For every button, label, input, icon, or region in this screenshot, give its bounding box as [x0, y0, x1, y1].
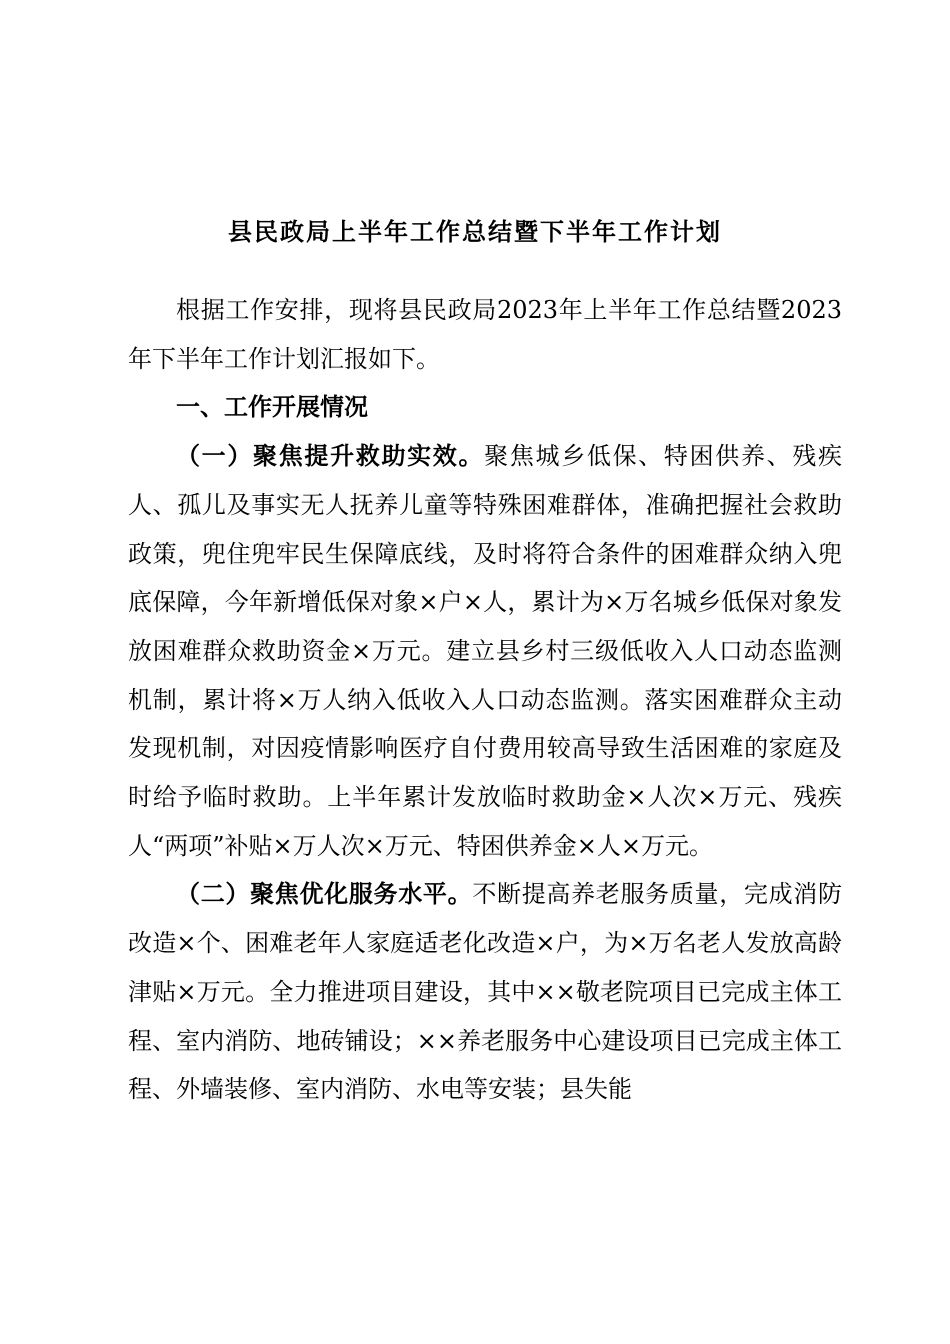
item-lead: （一）聚焦提升救助实效。 — [176, 441, 485, 471]
document-body — [128, 286, 842, 1114]
section-item-1 — [128, 432, 842, 870]
item-lead: （二）聚焦优化服务水平。 — [176, 879, 473, 909]
document-title: 县民政局上半年工作总结暨下半年工作计划 — [228, 217, 722, 246]
item-text: 聚焦城乡低保、特困供养、残疾人、孤儿及事实无人抚养儿童等特殊困难群体，准确把握社会救助政策，兜住兜牢民生保障底线，及时将符合条件的困难群众纳入兜底保障，今年新增低保对象×户×人，累计为×万名城乡低保对象发放困难群众救助资金×万元。建立县乡村三级低收入人口动态监测机制，累计将×万人纳入低收入人口动态监测。落实困难群众主动发现机制，对因疫情影响医疗自付费用较高导致生活困难的家庭及时给予临时救助。上半年累计发放临时救助金×人次×万元、残疾人“两项”补贴×万人次×万元、特困供养金×人×万元。 — [128, 442, 843, 860]
section-item-2 — [128, 870, 842, 1114]
section-heading: 一、工作开展情况 — [176, 392, 368, 422]
intro-paragraph: 根据工作安排，现将县民政局2023年上半年工作总结暨2023年下半年工作计划汇报如下。 — [128, 296, 842, 373]
item-text: 不断提高养老服务质量，完成消防改造×个、困难老年人家庭适老化改造×户，为×万名老人发放高龄津贴×万元。全力推进项目建设，其中××敬老院项目已完成主体工程、室内消防、地砖铺设；××养老服务中心建设项目已完成主体工程、外墙装修、室内消防、水电等安装；县失能 — [128, 880, 843, 1104]
